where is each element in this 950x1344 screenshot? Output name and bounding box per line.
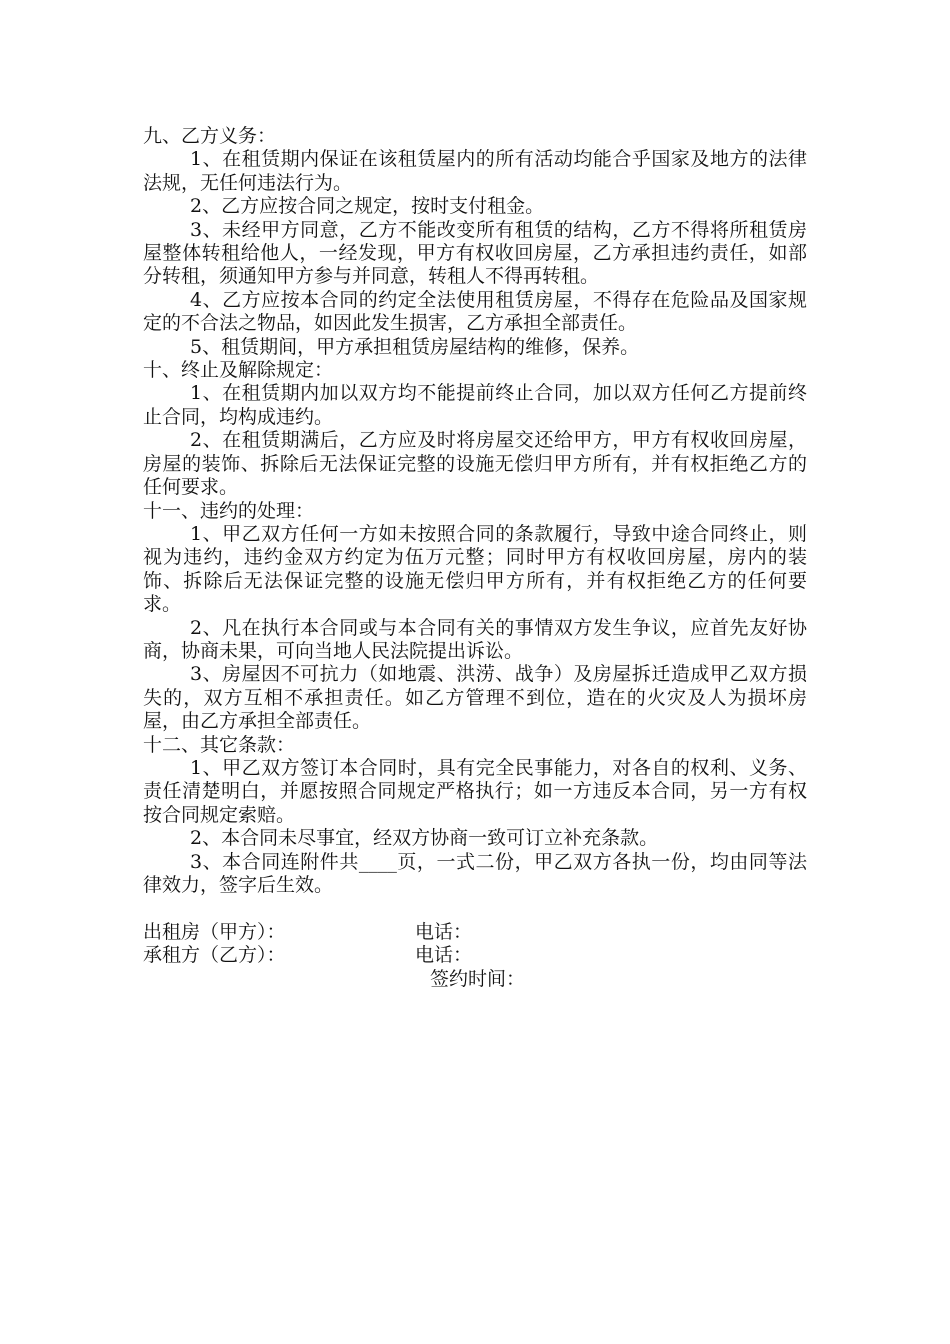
clause-paragraph: 1、在租赁期内保证在该租赁屋内的所有活动均能合乎国家及地方的法律法规，无任何违法行为。 xyxy=(143,148,807,194)
clause-paragraph: 3、本合同连附件共____页，一式二份，甲乙双方各执一份，均由同等法律效力，签字后生效。 xyxy=(143,850,807,896)
section-heading: 十一、违约的处理： xyxy=(143,499,315,522)
section-termination xyxy=(143,359,807,499)
spacer xyxy=(143,897,807,920)
contract-body xyxy=(143,125,807,991)
section-heading: 十二、其它条款： xyxy=(143,733,296,756)
clause-paragraph: 1、甲乙双方签订本合同时，具有完全民事能力，对各自的权利、义务、责任清楚明白，并愿按照合同规定严格执行；如一方违反本合同，另一方有权按合同规定索赔。 xyxy=(143,756,807,826)
section-heading: 十、终止及解除规定： xyxy=(143,359,334,382)
signature-block xyxy=(143,921,807,991)
sign-date-row xyxy=(143,968,807,991)
clause-paragraph: 1、甲乙双方任何一方如未按照合同的条款履行，导致中途合同终止，则视为违约，违约金双方约定为伍万元整；同时甲方有权收回房屋，房内的装饰、拆除后无法保证完整的设施无偿归甲方所有，并有权拒绝乙方的任何要求。 xyxy=(143,522,807,616)
clause-paragraph: 2、在租赁期满后，乙方应及时将房屋交还给甲方，甲方有权收回房屋，房屋的装饰、拆除后无法保证完整的设施无偿归甲方所有，并有权拒绝乙方的任何要求。 xyxy=(143,429,807,499)
lessor-label: 出租房（甲方）： xyxy=(143,920,286,943)
clause-paragraph: 2、本合同未尽事宜，经双方协商一致可订立补充条款。 xyxy=(190,827,659,850)
clause-paragraph: 2、凡在执行本合同或与本合同有关的事情双方发生争议，应首先友好协商，协商未果，可向当地人民法院提出诉讼。 xyxy=(143,616,807,662)
lessor-phone-label: 电话： xyxy=(415,920,473,943)
section-breach xyxy=(143,500,807,734)
lessor-signature-row xyxy=(143,921,807,944)
clause-paragraph: 3、未经甲方同意，乙方不能改变所有租赁的结构，乙方不得将所租赁房屋整体转租给他人，一经发现，甲方有权收回房屋，乙方承担违约责任，如部分转租，须通知甲方参与并同意，转租人不得再转租。 xyxy=(143,218,807,288)
lessee-phone-label: 电话： xyxy=(415,944,473,967)
clause-paragraph: 1、在租赁期内加以双方均不能提前终止合同，加以双方任何乙方提前终止合同，均构成违约。 xyxy=(143,382,807,428)
lessee-signature-row xyxy=(143,944,807,967)
lessee-label: 承租方（乙方）： xyxy=(143,944,286,967)
sign-date-label: 签约时间： xyxy=(430,967,526,990)
section-other-terms xyxy=(143,734,807,898)
section-heading: 九、乙方义务： xyxy=(143,125,277,147)
clause-paragraph: 5、租赁期间，甲方承担租赁房屋结构的维修，保养。 xyxy=(190,335,640,358)
clause-paragraph: 4、乙方应按本合同的约定全法使用租赁房屋，不得存在危险品及国家规定的不合法之物品，如因此发生损害，乙方承担全部责任。 xyxy=(143,288,807,335)
clause-paragraph: 2、乙方应按合同之规定，按时支付租金。 xyxy=(190,195,545,218)
clause-paragraph: 3、房屋因不可抗力（如地震、洪涝、战争）及房屋拆迁造成甲乙双方损失的，双方互相不承担责任。如乙方管理不到位，造在的火灾及人为损坏房屋，由乙方承担全部责任。 xyxy=(143,663,807,733)
section-tenant-obligations xyxy=(143,125,807,359)
